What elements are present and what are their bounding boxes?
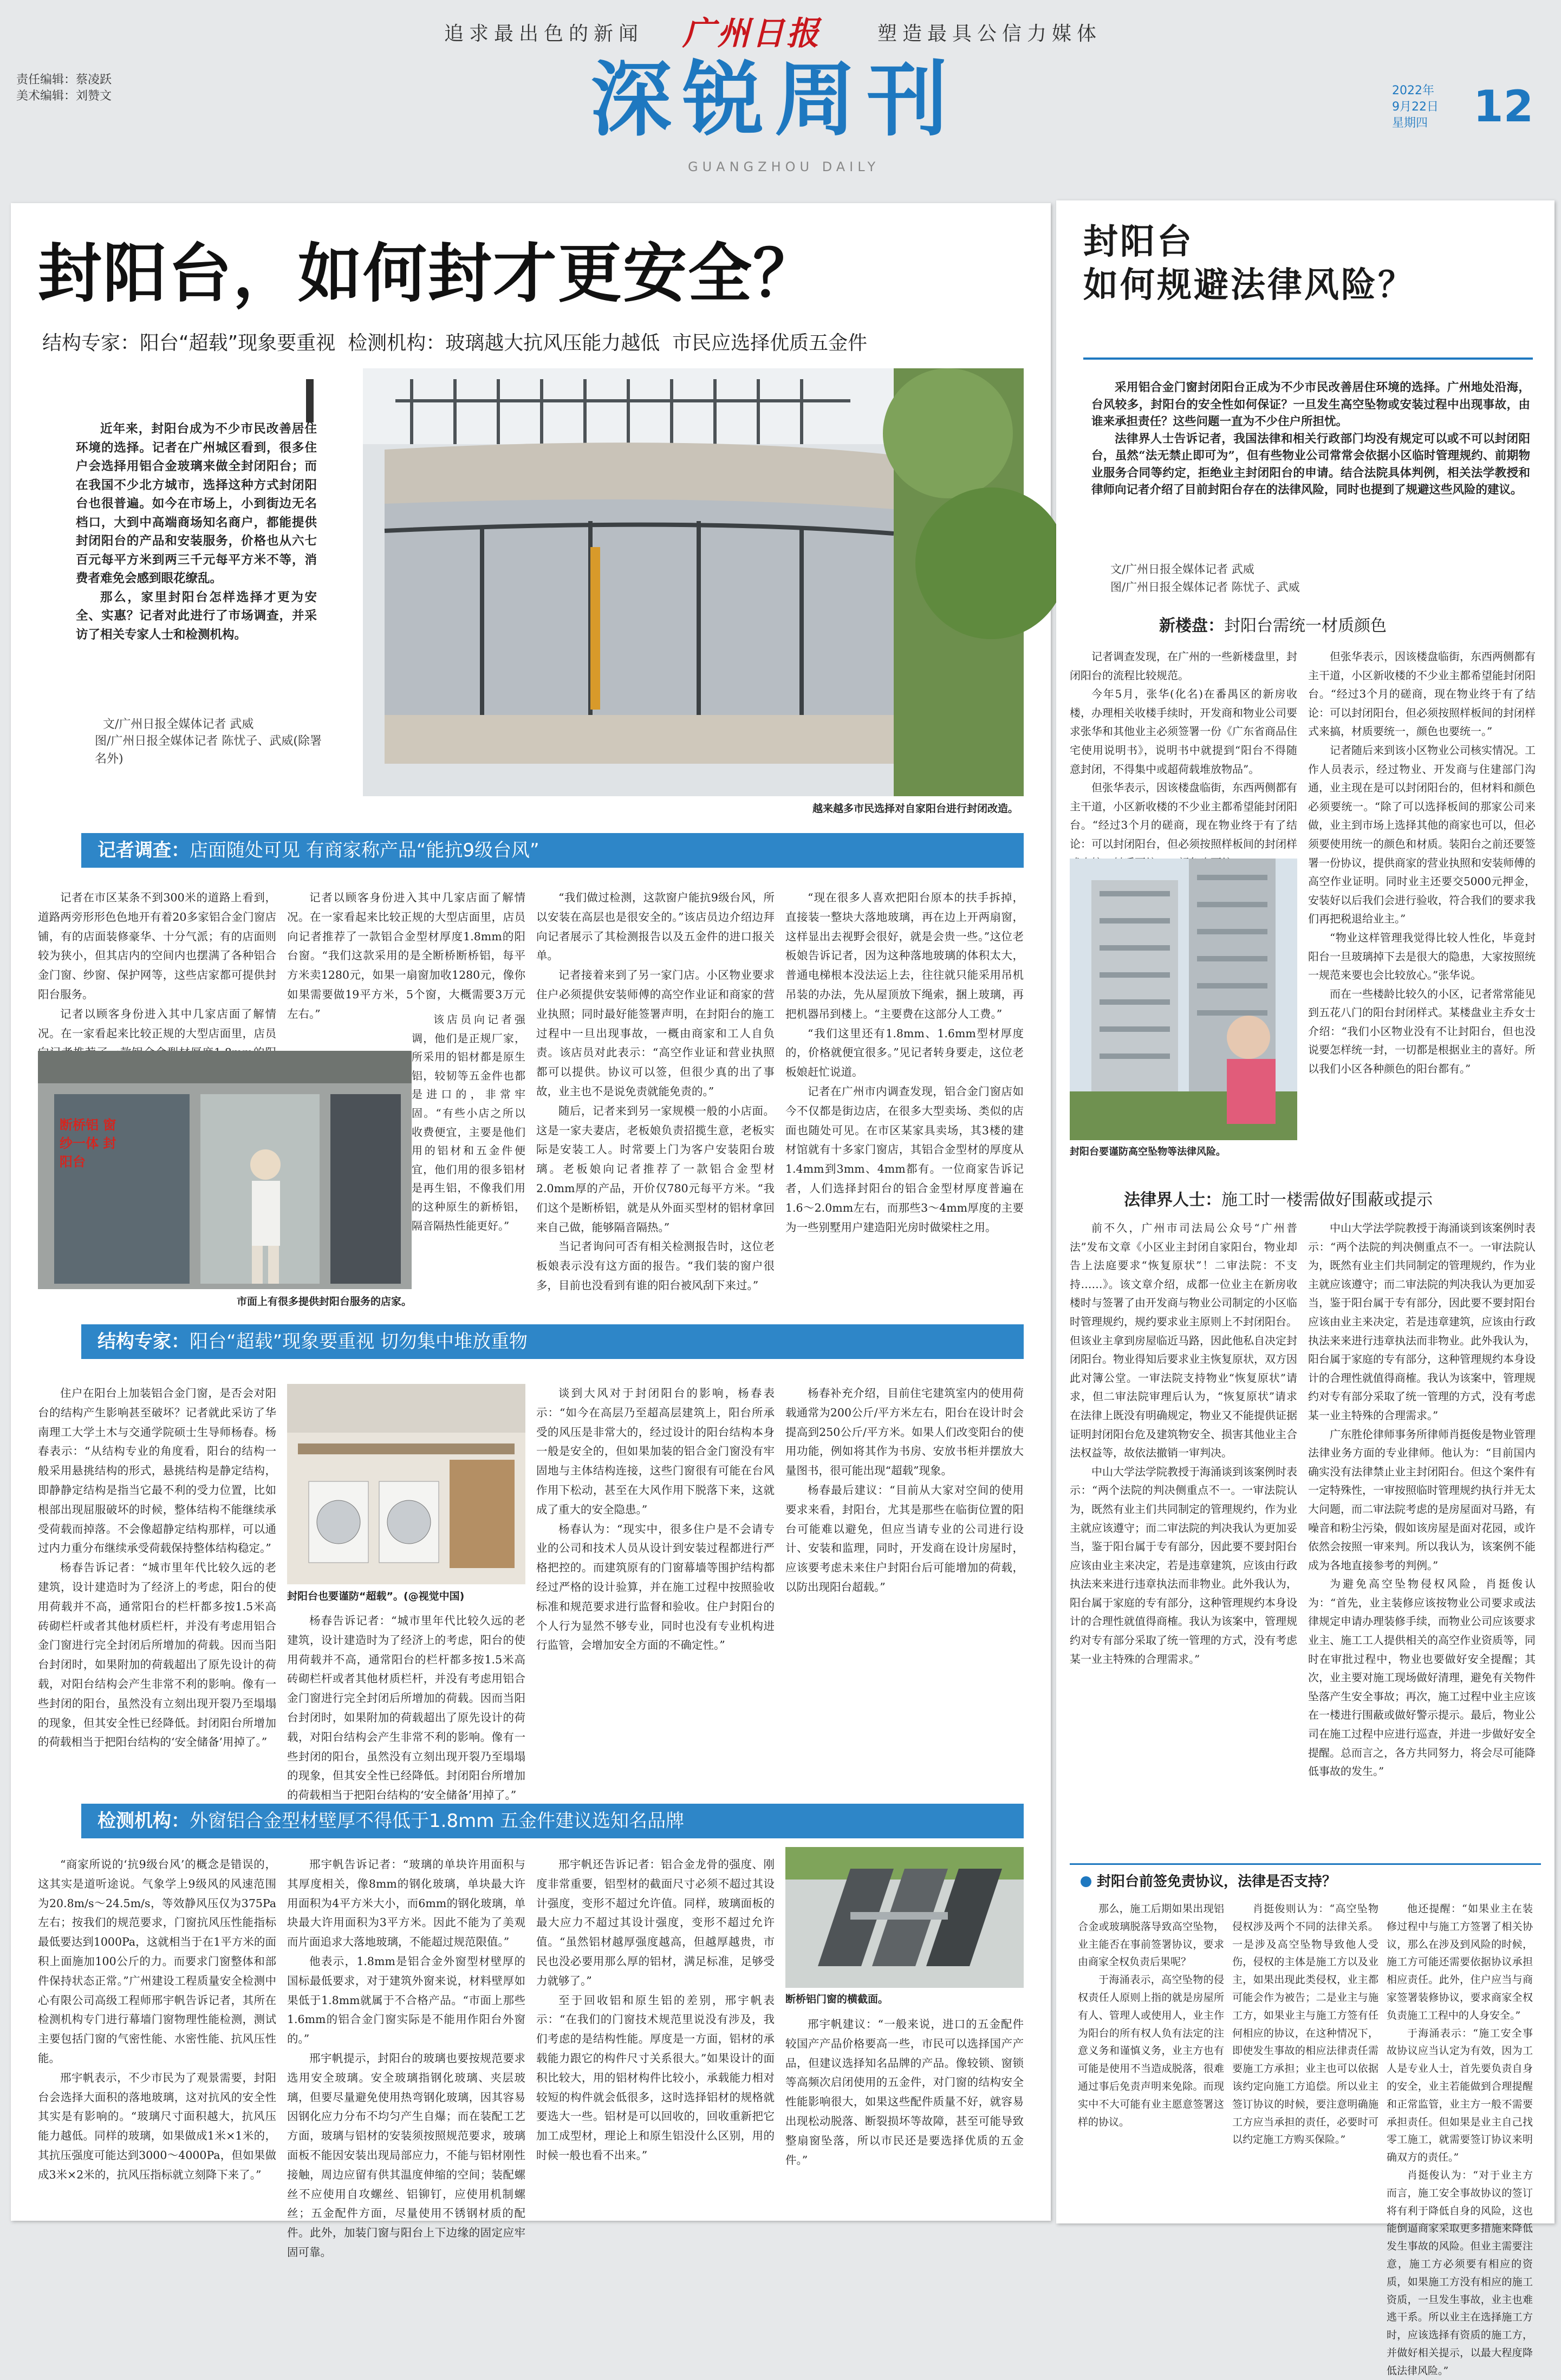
legal-sub2-title: 施工时一楼需做好围蔽或提示: [1221, 1191, 1433, 1209]
s2-p4: 杨春认为：“现实中，很多住户是不会请专业的公司和技术人员从设计到安装过程都进行严格把控的。而建筑原有的门窗幕墙等围护结构都经过严格的设计验算，并在施工过程中按照验收标准和规范要求进行监督和验收。住户封阳台的个人行为显然不够专业，同时也没有专业机构进行监管，会增加安全方面的不确定性。”: [536, 1522, 775, 1652]
section-1-title: 店面随处可见 有商家称产品“能抗9级台风”: [190, 840, 539, 861]
lead-text-2: 那么，家里封阳台怎样选择才更为安全、实惠？记者对此进行了市场调查，并采访了相关专家人士和检测机构。: [76, 590, 317, 642]
legal-sub1-p6: 而在一些楼龄比较久的小区，记者常常能见到五花八门的阳台封闭样式。某楼盘业主乔女士介绍：“我们小区物业没有不让封阳台，但也没说要怎样统一封，一切都是根据业主的喜好。所以我们小区各种颜色的阳台都有。”: [1308, 987, 1536, 1076]
s1-p4: “我们做过检测，这款窗户能抗9级台风，所以安装在高层也是很安全的。”该店员边介绍边拜向记者展示了其检测报告以及五金件的进口报关单。: [536, 891, 775, 963]
section-1-label: 记者调查：: [97, 840, 190, 861]
s1-p9: “我们这里还有1.8mm、1.6mm型材厚度的，价格就便宜很多。”见记者转身要走，这位老板娘赶忙说道。: [785, 1026, 1024, 1079]
legal-sub1-p5: “物业这样管理我觉得比较人性化，毕竟封阳台一旦玻璃掉下去是很大的隐患，大家按照统一规范来要也会比较放心。”张华说。: [1308, 931, 1536, 982]
date-weekday: 星期四: [1392, 116, 1428, 130]
section-2-title: 阳台“超载”现象要重视 切勿集中堆放重物: [190, 1331, 528, 1352]
high-rise-photo: [1070, 859, 1297, 1140]
legal-byline-2: 图/广州日报全媒体记者 陈忧子、武威: [1110, 581, 1300, 594]
date-year: 2022年: [1392, 84, 1434, 97]
legal-faq-p6: 肖挺俊认为：“对于业主方而言，施工安全事故协议的签订将有利于降低自身的风险，这也能倒逼商家采取更多措施来降低发生事故的风险。但业主需要注意，施工方必须要有相应的资质，如果施工方没有相应的施工资质，一旦发生事故，业主也难逃干系。所以业主在选择施工方时，应该选择有资质的施工方，并做好相关提示，以最大程度降低法律风险。”: [1387, 2169, 1533, 2377]
paper-en: GUANGZHOU DAILY: [688, 159, 880, 174]
s1-p5: 记者接着来到了另一家门店。小区物业要求住户必须提供安装师傅的高空作业证和商家的营业执照；同时最好能签署声明，在封阳台的施工过程中一旦出现事故，一概由商家和工人自负责。该店员对此表示：“高空作业证和营业执照都可以提供。协议可以签，但很少真的出了事故，业主也不是说免责就能免责的。”: [536, 968, 775, 1098]
legal-faq-title-text: 封阳台前签免责协议，法律是否支持？: [1097, 1874, 1337, 1890]
s1-p1: 记者在市区某条不到300米的道路上看到，道路两旁形形色色地开有着20多家铝合金门窗店铺，有的店面装修豪华、十分气派；有的店面则较为狭小，但其店内的空间内也摆满了各种铝合金门窗、纱窗、保护网等，这些店家都可提供封阳台服务。: [38, 891, 276, 1001]
s1-p8: “现在很多人喜欢把阳台原本的扶手拆掉，直接装一整块大落地玻璃，再在边上开两扇窗，这样显出去视野会很好，就是会贵一些。”这位老板娘告诉记者，因为这种落地玻璃的体积太大，普通电梯根本没法运上去，往往就只能采用吊机吊装的办法，先从屋顶放下绳索，捆上玻璃，再把机器吊到楼上。“主要费在这部分人工费。”: [785, 891, 1024, 1020]
s2-p1: 住户在阳台上加装铝合金门窗，是否会对阳台的结构产生影响甚至破坏？记者就此采访了华南理工大学土木与交通学院硕士生导师杨春。杨春表示：“从结构专业的角度看，阳台的结构一般采用悬挑结构的形式，悬挑结构是静定结构，即静静定结构是指当它最不利的受力位置，比如根部出现屈服破坏的时候，整体结构不能继续承受荷载而掉落。不会像超静定结构那样，可以通过内力重分布继续承受荷载保持整体结构稳定。”: [38, 1387, 276, 1555]
legal-faq-p3: 肖挺俊则认为：“高空坠物侵权涉及两个不同的法律关系。一是涉及高空坠物导致他人受伤，侵权的主体是施工方以及业主，如果出现此类侵权，业主都可能会作为被告；二是业主与施工方，如果业主与施工方签有任何相应的协议，在这种情况下，即使发生事故的相应法律责任需要施工方承担；业主也可以依据该约定向施工方追偿。所以业主签订协议的时候，要注意明确施工方应当承担的责任，必要时可以约定施工方购买保险。”: [1232, 1903, 1378, 2146]
legal-sub2-label: 法律界人士：: [1124, 1191, 1221, 1209]
section-1-col-2: [287, 888, 525, 1020]
section-1-col-4: [785, 888, 1024, 1305]
section-2-col-2: [287, 1611, 525, 1802]
legal-title-line-1: 封阳台: [1083, 222, 1194, 262]
legal-sub1-label: 新楼盘：: [1159, 616, 1224, 635]
legal-intro-2: 法律界人士告诉记者，我国法律和相关行政部门均没有规定可以或不可以封闭阳台，虽然“法无禁止即可为”，但有些物业公司常常会依据小区临时管理规约、前期物业服务合同等约定，拒绝业主封闭阳台的申请。结合法院具体判例，相关法学教授和律师向记者介绍了目前封阳台存在的法律风险，同时也提到了规避这些风险的建议。: [1091, 432, 1530, 497]
s2-p2b: 杨春告诉记者：“城市里年代比较久远的老建筑，设计建造时为了经济上的考虑，阳台的使用荷载并不高，通常阳台的栏杆都多按1.5米高砖砌栏杆或者其他材质栏杆，并没有考虑用铝合金门窗进行完全封闭后所增加的荷载。因而当阳台封闭时，如果附加的荷载超出了原先设计的荷载，对阳台结构会产生非常不利的影响。像有一些封闭的阳台，虽然没有立刻出现开裂乃至塌塌的现象，但其安全性已经降低。封闭阳台所增加的荷载相当于把阳台结构的‘安全储备’用掉了。”: [287, 1614, 525, 1802]
section-3-bar: [81, 1804, 1024, 1838]
legal-sub1-p4: 记者随后来到该小区物业公司核实情况。工作人员表示，经过物业、开发商与住建部门沟通，业主现在是可以封闭阳台的，但材料和颜色必须要统一。“除了可以选择板间的那家公司来做，业主到市场上选择其他的商家也可以，但必须要使用统一的颜色和材质。装阳台之前还要签署一份协议，提供商家的营业执照和安装师傅的高空作业证明。同时业主还要交5000元押金，安装好以后我们会进行验收，符合我们的要求我们再把税退给业主。”: [1308, 743, 1536, 926]
slogan-right: 塑造最具公信力媒体: [877, 23, 1102, 45]
section-2-col-1: [38, 1384, 276, 1790]
s1-p10: 记者在广州市内调查发现，铝合金门窗店如今不仅都是街边店，在很多大型卖场、类似的店面也随处可见。在市区某家具卖场，其3楼的建材馆就有十多家门窗店，其铝合金型材的厚度从1.4mm到3mm、4mm都有。一位商家告诉记者，人们选择封阳台的铝合金型材厚度普遍在1.6～2.0mm左右，而那些3～4mm厚度的主要为一些别墅用户建造阳光房时做梁柱之用。: [785, 1084, 1024, 1234]
legal-faq-p1: 那么，施工后期如果出现铝合金或玻璃脱落导致高空坠物，业主能否在事前签署协议，要求由商家全权负责后果呢？: [1078, 1903, 1224, 1968]
laundry-balcony-photo: [287, 1384, 525, 1584]
s3-p4: 他表示，1.8mm是铝合金外窗型材壁厚的国标最低要求，对于建筑外窗来说，材料壁厚如果低于1.8mm就属于不合格产品。“市面上那些1.6mm的铝合金门窗实际是不能用作阳台外窗的。”: [287, 1954, 525, 2046]
lead-rule: [306, 379, 314, 422]
legal-sub1-title: 封阳台需统一材质颜色: [1224, 616, 1387, 635]
s1-p7: 当记者询问可否有相关检测报告时，这位老板娘表示没有这方面的报告。“我们装的窗户很多，目前也没看到有谁的阳台被风刮下来过。”: [536, 1240, 775, 1292]
legal-title-rule: [1083, 357, 1533, 360]
legal-sub1-col-1: [1070, 647, 1297, 853]
legal-sub1-p1: 记者调查发现，在广州的一些新楼盘里，封闭阳台的流程比较规范。: [1070, 650, 1297, 682]
legal-sub1-p3b: 但张华表示，因该楼盘临街，东西两侧都有主干道，小区新收楼的不少业主都希望能封闭阳台。“经过3个月的磋商，现在物业终于有了结论：可以封闭阳台，但必须按照样板间的封闭样式来搞，材质要统一，颜色也要统一。”: [1308, 650, 1536, 738]
s2-p5: 杨春补充介绍，目前住宅建筑室内的使用荷载通常为200公斤/平方米左右，阳台在设计时会提高到250公斤/平方米。如果人们改变阳台的使用功能，例如将其作为书房、安放书柜并摆放大量图书，很可能出现“超载”现象。: [785, 1387, 1024, 1478]
high-rise-photo-caption: 封阳台要谨防高空坠物等法律风险。: [1070, 1146, 1226, 1158]
s3-p7: 至于回收铝和原生铝的差别，邢宇帆表示：“在我们的门窗技术规范里说没有涉及，我们考虑的是结构性能。厚度是一方面，铝材的承载能力跟它的构件尺寸关系很大。”如果设计的面积比较大，用的铝材构件比较小，承载能力相对较短的构件就会低很多，这时选择铝材的规格就要选大一些。铝材是可以回收的，回收重新把它加工成型材，理论上和原生铝没什么区别，用的时候一般也看不出来。”: [536, 1993, 775, 2162]
legal-faq-p4: 他还提醒：“如果业主在装修过程中与施工方签署了相关协议，那么在涉及到风险的时候，施工方可能还需要依据协议承担相应责任。此外，住户应当与商家签署装修协议，要求商家全权负责施工工程中的人身安全。”: [1387, 1903, 1533, 2021]
s3-p1: “商家所说的‘抗9级台风’的概念是错误的，这其实是道听途说。气象学上9级风的风速范围为20.8m/s～24.5m/s，等效静风压仅为375Pa左右；按我们的规范要求，门窗抗风压性能指标最低要达到1000Pa，这就相当于在1平方米的面积上面施加100公斤的力。而要求门窗整体和部件保持状态正常。”广州建设工程质量安全检测中心有限公司高级工程师邢宇帆告诉记者，其所在检测机构专门进行幕墙门窗物理性能检测，测试主要包括门窗的气密性能、水密性能、抗风压性能。: [38, 1858, 276, 2065]
aluminum-photo-caption: 断桥铝门窗的横截面。: [785, 1993, 889, 2005]
s2-p3: 谈到大风对于封闭阳台的影响，杨春表示：“如今在高层乃至超高层建筑上，阳台所承受的风压是非常大的，经过设计的阳台结构本身一般是安全的，但如果加装的铝合金门窗没有牢固地与主体结构连接，这些门窗很有可能在台风作用下松动，甚至在大风作用下脱落下来，这就成了重大的安全隐患。”: [536, 1387, 775, 1516]
section-2-col-4: [785, 1384, 1024, 1790]
s1-p6: 随后，记者来到另一家规模一般的小店面。这是一家夫妻店，老板娘负责招揽生意，老板实际是安装工人。时常要上门为客户安装阳台玻璃。老板娘向记者推荐了一款铝合金型材2.0mm厚的产品，开价仅780元每平方米。“我们这个是断桥铝，就是从外面买型材的铝材拿回来自己做，能够隔音隔热。”: [536, 1104, 775, 1234]
s1-p3: 该店员向记者强调，他们是正规厂家，所采用的铝材都是原生铝，较韧等五金件也都是进口的，非常牢固。“有些小店之所以收费便宜，主要是他们用的铝材和五金件便宜，他们用的很多铝材是再生铝，不像我们用的这种原生的新桥铝，隔音隔热性能更好。”: [412, 1013, 525, 1232]
section-3-col-2: [287, 1855, 525, 2259]
section-3-col-1: [38, 1855, 276, 2213]
slogan-left: 追求最出色的新闻: [444, 23, 644, 45]
section-3-col-3: [536, 1855, 775, 2213]
legal-sub1-p3: 但张华表示，因该楼盘临街，东西两侧都有主干道，小区新收楼的不少业主都希望能封闭阳台。“经过3个月的磋商，现在物业终于有了结论：可以封闭阳台，但必须按照样板间的封闭样: [1070, 781, 1297, 850]
legal-sub1-col-2: [1308, 647, 1536, 1167]
legal-sub2-p2: 中山大学法学院教授于海涌谈到该案例时表示：“两个法院的判决侧重点不一。一审法院认为，既然有业主们共同制定的管理规约，作为业主就应该遵守；而二审法院的判决我认为更加妥当，鉴于阳台属于专有部分，因此要不要封阳台应该由业主来决定，若是违章建筑，应该由行政执法来来进行违章执法而非物业。此外我认为，阳台属于家庭的专有部分，这种管理规约本身设计的合理性就值得商榷。我认为该案中，管理规约对专有部分采取了统一管理的方式，没有考虑某一业主特殊的合理需求。”: [1070, 1465, 1297, 1666]
legal-faq-col-3: [1387, 1900, 1533, 2377]
section-1-bar: [81, 833, 1024, 868]
legal-sub2-col-2: [1308, 1219, 1536, 1858]
legal-title-line-2: 如何规避法律风险？: [1083, 265, 1415, 305]
balcony-photo: [363, 368, 1024, 796]
legal-intro-1: 采用铝合金门窗封闭阳台正成为不少市民改善居住环境的选择。广州地处沿海，台风较多，封阳台的安全性如何保证？一旦发生高空坠物或安装过程中出现事故，由谁来承担责任？这些问题一直为不少住户所担忧。: [1091, 381, 1530, 428]
legal-faq-p5: 于海涌表示：“施工安全事故协议应当认定为有效，因为工人是专业人士，首先要负责自身的安全，业主若能做到合理提醒和正常监管，业主方一般不需要承担责任。但如果是业主自己找零工施工，就需要签订协议来明确双方的责任。”: [1387, 2027, 1533, 2164]
page-number: 12: [1473, 81, 1534, 132]
s3-p8: 邢宇帆建议：“一般来说，进口的五金配件较国产产品价格要高一些，市民可以选择国产产品，但建议选择知名品牌的产品。像较锁、窗锁等高频次启闭使用的五金件，对门窗的结构安全性能影响很大，如果这些配件质量不好，就容易出现松动脱落、断裂损坏等故障，甚至可能导致整扇窗坠落，所以市民还是要选择优质的五金件。”: [785, 2018, 1024, 2167]
section-3-label: 检测机构：: [97, 1810, 190, 1832]
section-1-col-1: [38, 888, 276, 1045]
section-1-col-3: [536, 888, 775, 1305]
s2-p6: 杨春最后建议：“目前从大家对空间的使用要求来看，封阳台，尤其是那些在临街位置的阳台可能难以避免，但应当请专业的公司进行设计、安装和监理，同时，开发商在设计房屋时，应该要考虑未来住户封阳台后可能增加的荷载，以防出现阳台超载。”: [785, 1483, 1024, 1594]
legal-faq-p2: 于海涌表示，高空坠物的侵权责任人原则上指的就是房屋所有人、管理人或使用人，业主作为阳台的所有权人负有法定的注意义务和谨慎义务，业主方也有可能是使用不当造成脱落，很难通过事后免责声明来免除。而现实中不大可能有业主愿意签署这样的协议。: [1078, 1974, 1224, 2128]
legal-sub2-p4: 为避免高空坠物侵权风险，肖挺俊认为：“首先，业主装修应该按物业公司要求或法律规定申请办理装修手续，而物业公司应该要求业主、施工工人提供相关的高空作业资质等，同时在审批过程中，物业也要做好安全提醒；其次，业主要对施工现场做好清理，避免有关物件坠落产生安全事故；再次，施工过程中业主应该在一楼进行围蔽或做好警示提示。最后，物业公司在施工过程中应进行巡查，并进一步做好安全提醒。总而言之，各方共同努力，将会尽可能降低事故的发生。”: [1308, 1577, 1536, 1778]
s3-p3: 邢宇帆告诉记者：“玻璃的单块许用面积与其厚度相关，像8mm的钢化玻璃，单块最大许用面积为4平方米大小，而6mm的钢化玻璃，单块最大许用面积为3平方米。因此不能为了美观而片面追求大落地玻璃，不能超过规范限值。”: [287, 1858, 525, 1949]
s1-p2: 记者以顾客身份进入其中几家店面了解情况。在一家看起来比较正规的大型店面里，店员: [38, 1007, 276, 1040]
aluminum-profile-photo: [785, 1847, 1024, 1988]
section-2-col-3: [536, 1384, 775, 1790]
section-3-col-4: [785, 2015, 1024, 2213]
legal-sub2-p2b: 中山大学法学院教授于海涌谈到该案例时表示：“两个法院的判决侧重点不一。一审法院认为，既然有业主们共同制定的管理规约，作为业主就应该遵守；而二审法院的判决我认为更加妥当，鉴于阳台属于专有部分，因此要不要封阳台应该由业主来决定，若是违章建筑，应该由行政执法来来进行违章执法而非物业。此外我认为，阳台属于家庭的专有部分，这种管理规约本身设计的合理性就值得商榷。我认为该案中，管理规约对专有部分采取了统一管理的方式，没有考虑某一业主特殊的合理需求。”: [1308, 1221, 1536, 1422]
legal-sub2-p1: 前不久，广州市司法局公众号“广州普法”发布文章《小区业主封闭自家阳台，物业却告上法庭要求“恢复原状”！二审法院：不支持……》。该文章介绍，成都一位业主在新房收楼时与签署了由开发商与物业公司制定的小区临时管理规约，规约要求业主原则上不封闭阳台。但该业主拿到房屋临近马路，因此他私自决定封闭阳台。物业得知后要求业主恢复原状，双方因此对簿公堂。一审法院支持物业“恢复原状”请求，但二审法院审理后认为，“恢复原状”请求在法律上既没有明确规定，物业又不能提供证据证明封闭阳台危及建筑物安全、损害其他业主合法权益等，故依法撤销一审判决。: [1070, 1221, 1297, 1460]
lead-text-1: 近年来，封阳台成为不少市民改善居住环境的选择。记者在广州城区看到，很多住户会选择用铝合金玻璃来做全封闭阳台；而在我国不少北方城市，选择这种方式封闭阳台也很普遍。如今在市场上，小到街边无名档口，大到中高端商场知名商户，都能提供封闭阳台的产品和安装服务，价格也从六七百元每平方米到两三千元每平方米不等，消费者难免会感到眼花缭乱。: [76, 422, 317, 586]
legal-faq-box: [1070, 1863, 1541, 2377]
legal-sub2-heading: [1124, 1186, 1433, 1210]
legal-byline-1: 文/广州日报全媒体记者 武威: [1110, 563, 1254, 576]
laundry-photo-caption: 封阳台也要谨防“超载”。(@视觉中国): [287, 1590, 465, 1602]
legal-sub1-p2: 今年5月，张华(化名)在番禺区的新房收楼，办理相关收楼手续时，开发商和物业公司要求张华和其他业主必须签署一份《广东省商品住宅使用说明书》，说明书中就提到“阳台不得随意封闭，不得集中或超荷载堆放物品”。: [1070, 687, 1297, 776]
s2-p2: 杨春告诉记者：“城市里年代比较久远的老建筑，设计建造时为了经济上的考虑，阳台的使用荷载并不高，通常阳台的栏杆都多按1.5米高砖砌栏杆或者其他材质栏杆，并没有考虑用铝合金门窗进行完全封闭后所增加的荷载。因而当阳台封闭时，如果附加的荷载超出了原先设计的荷载，对阳台结构会产生非常不利的影响。像有一些封闭的阳台，虽然没有立刻出现开裂乃至塌塌的现象，但其安全性已经降低。封闭阳台所增加的荷载相当于把阳台结构的‘安全储备’用掉了。”: [38, 1561, 276, 1749]
legal-faq-title: [1081, 1870, 1336, 1890]
legal-faq-col-1: [1078, 1900, 1224, 2214]
masthead: [0, 0, 1561, 206]
legal-intro: [1091, 379, 1530, 563]
legal-sub1-heading: [1159, 612, 1387, 636]
main-byline-1: 文/广州日报全媒体记者 武威: [103, 718, 254, 731]
editor-1: 责任编辑：蔡凌跃: [16, 73, 112, 87]
section-2-bar: [81, 1324, 1024, 1359]
s3-p2: 邢宇帆表示，不少市民为了观景需要，封阳台会选择大面积的落地玻璃，这对抗风的安全性其实是有影响的。“玻璃尺寸面积越大，抗风压能力越低。同样的玻璃，如果做成1米×1米的，其抗压强度可能达到3000～4000Pa，但如果做成3米×2米的，抗风压指标就立刻降下来了。”: [38, 2071, 276, 2181]
shop-photo: [38, 1051, 412, 1289]
paper-name: 广州日报: [682, 15, 821, 53]
s3-p6: 邢宇帆还告诉记者：铝合金龙骨的强度、刚度非常重要，铝型材的截面尺寸必须不超过其设计强度，变形不超过允许值。同样，玻璃面板的最大应力不超过其设计强度，变形不超过允许值。“虽然铝材越厚强度越高，但越厚越贵，市民也没必要用那么厚的铝材，满足标准，足够受力就够了。”: [536, 1858, 775, 1987]
legal-faq-col-2: [1232, 1900, 1378, 2214]
legal-sub2-col-1: [1070, 1219, 1297, 1858]
s3-p5: 邢宇帆提示，封阳台的玻璃也要按规范要求选用安全玻璃。安全玻璃指钢化玻璃、夹层玻璃，但要尽量避免使用热弯钢化玻璃，因其容易因钢化应力分布不均匀产生自爆；而在装配工艺方面，玻璃与铝材的安装须按照规范要求，玻璃面板不能因安装出现局部应力，不能与铝材刚性接触，周边应留有供其温度伸缩的空间；装配螺丝不应使用自攻螺丝、铝铆钉，应使用机制螺丝；五金配件方面，尽量使用不锈钢材质的配件。此外，加装门窗与阳台上下边缘的固定应牢固可靠。: [287, 2051, 525, 2259]
section-3-title: 外窗铝合金型材壁厚不得低于1.8mm 五金件建议选知名品牌: [190, 1810, 685, 1832]
balcony-photo-caption: 越来越多市民选择对自家阳台进行封闭改造。: [812, 803, 1018, 815]
editor-2: 美术编辑：刘赞文: [16, 89, 112, 103]
main-byline-2: 图/广州日报全媒体记者 陈忧子、武威(除署名外): [95, 734, 322, 766]
section-1-col-2b: [412, 1010, 525, 1303]
legal-faq-bullet-icon: [1081, 1876, 1091, 1887]
shop-sign-text: 断桥铝 窗纱一体 封阳台: [60, 1117, 116, 1169]
section-name: 深锐周刊: [590, 53, 959, 147]
date-day: 9月22日: [1392, 100, 1439, 114]
main-title: 封阳台，如何封才更安全？: [38, 236, 818, 311]
section-2-label: 结构专家：: [97, 1331, 190, 1352]
main-subtitle: 结构专家：阳台“超载”现象要重视 检测机构：玻璃越大抗风压能力越低 市民应选择优质五金件: [42, 332, 868, 354]
s1-p2b: 记者以顾客身份进入其中几家店面了解情况。在一家看起来比较正规的大型店面里，店员向记者推荐了一款铝合金型材厚度1.8mm的阳台窗。“我们这款采用的是全断桥断桥铝，每平方米卖1280元，如果一扇窗加收1280元，像你如果需要做19平方米，5个窗，大概需要3万元左右。”: [287, 891, 525, 1020]
legal-sub2-p3: 广东胜伦律师事务所律师肖挺俊是物业管理法律业务方面的专业律师。他认为：“目前国内确实没有法律禁止业主封闭阳台。但这个案件有一定特殊性，一审按照临时管理规约执行并无太大问题，而二审法院考虑的是房屋面对马路，有噪音和粉尘污染，假如该房屋是面对花园，或许依然会按照一审来判。所以我认为，该案例不能成为各地直接参考的判例。”: [1308, 1427, 1536, 1572]
shop-photo-caption: 市面上有很多提供封阳台服务的店家。: [236, 1296, 412, 1308]
